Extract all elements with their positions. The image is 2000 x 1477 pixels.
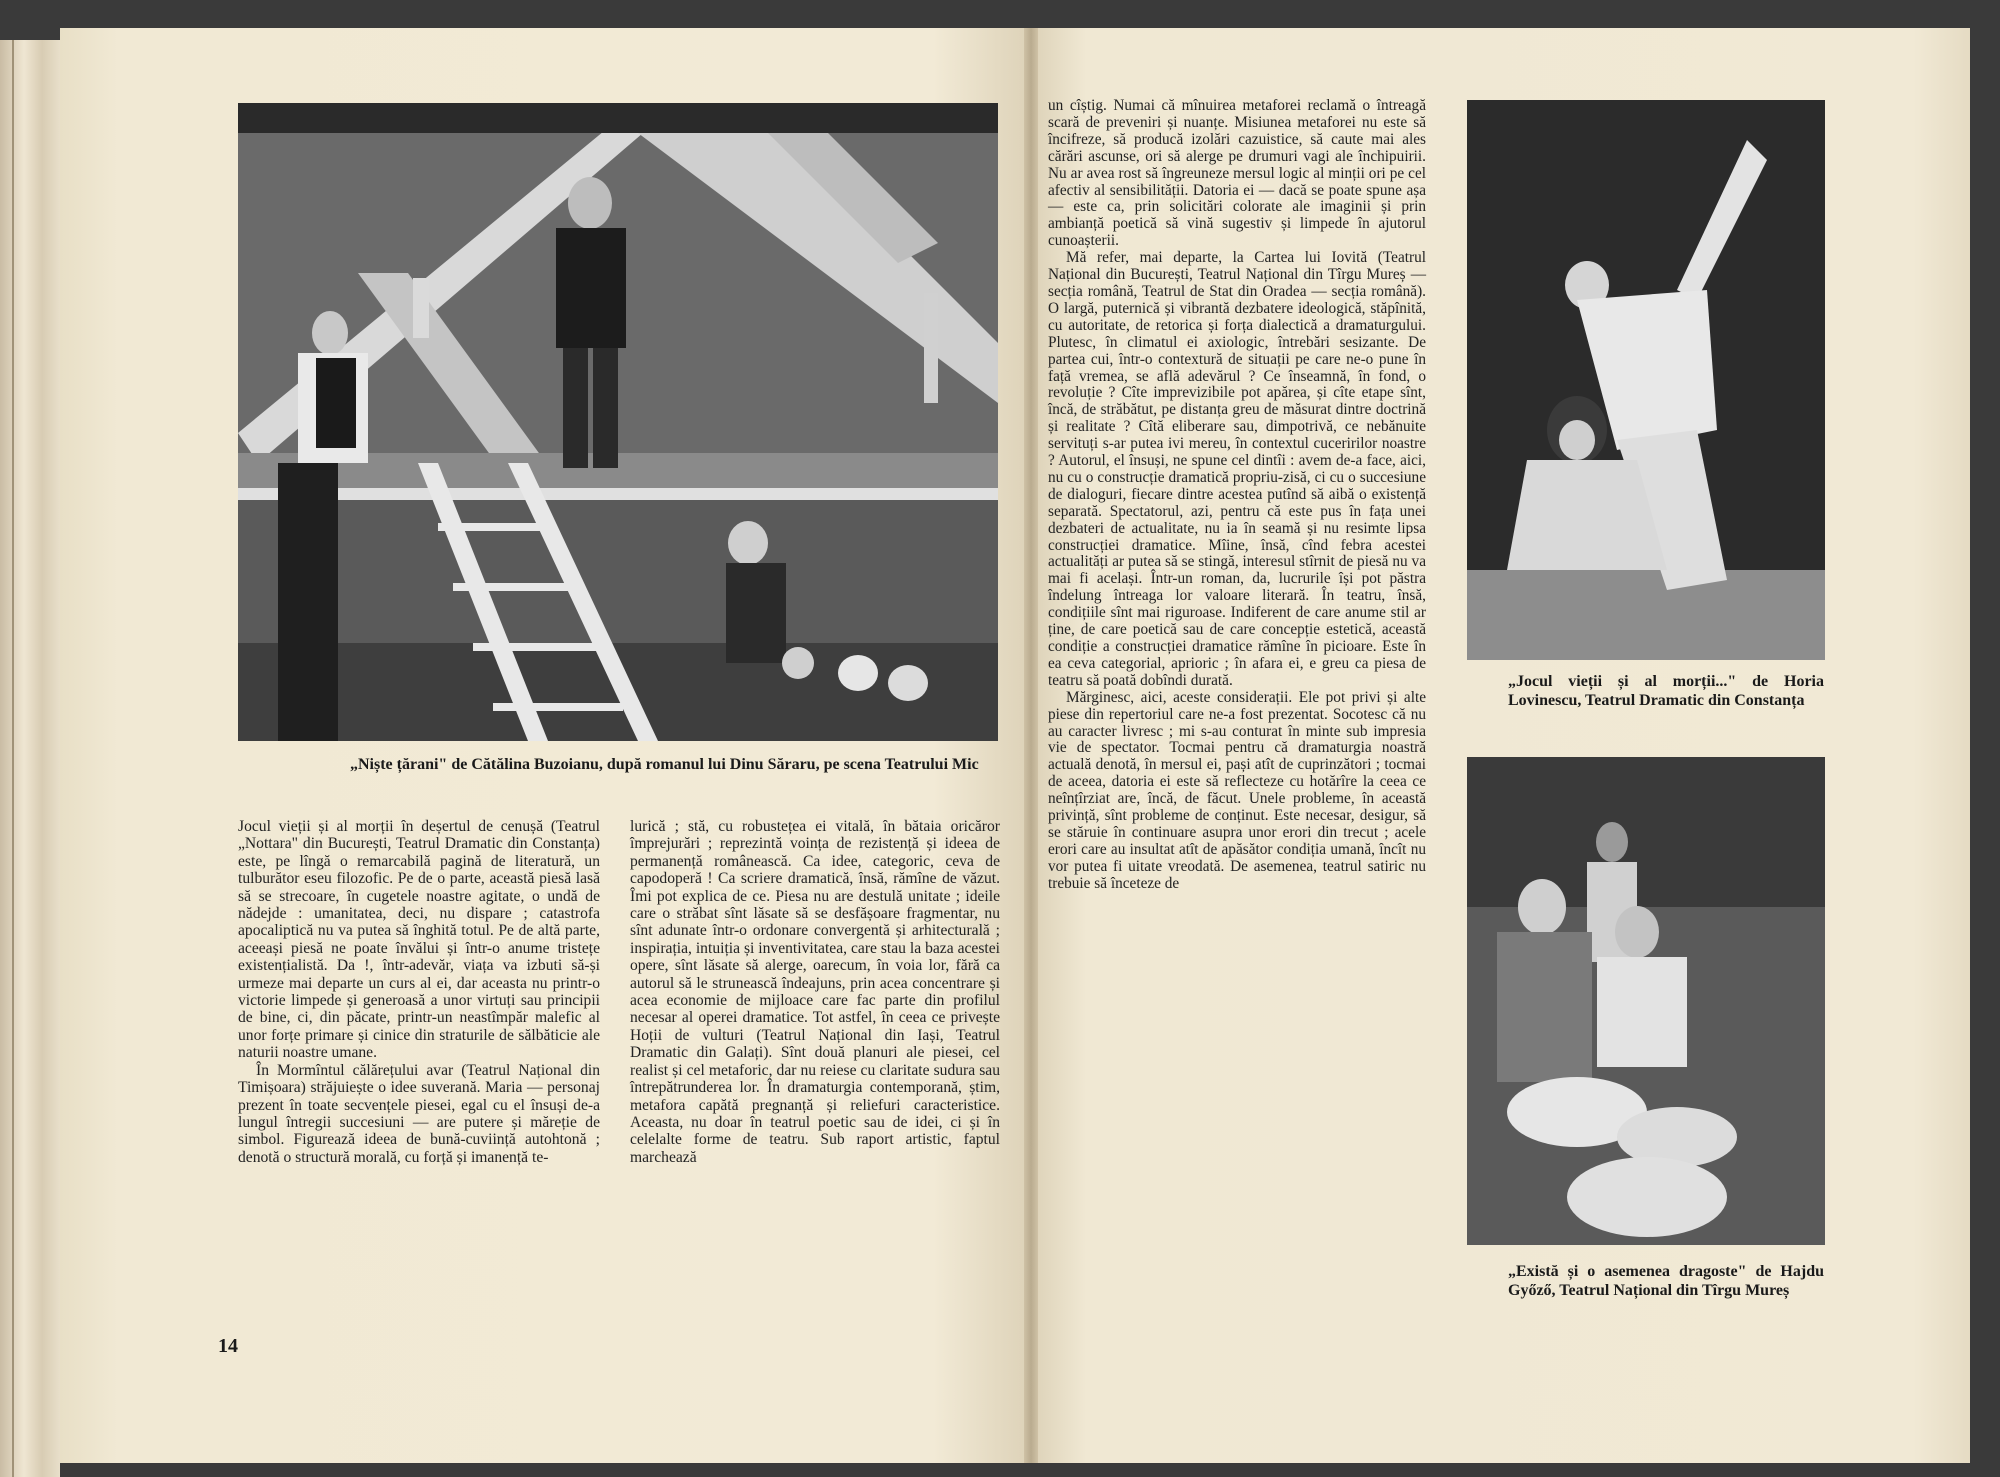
paragraph: Mărginesc, aici, aceste considerații. Ele pot privi și alte piese din repertoriul care ne-a fost prezentat. Socotesc că nu au caracter livresc ; mi s-au conturat în minte sub impresia vie de spectator. Tocmai pentru că dramaturgia noastră actuală denotă, în mersul ei, pași atît de cuprinzători ; tocmai de aceea, datoria ei este să reflecteze cu hotărîre la ceea ce neînțîrziat are, încă, de făcut. Unele probleme, în această privință, sînt probleme de conținut. Este necesar, desigur, să se stăruie în continuare asupra unor erori din trecut ; acele erori care au insultat atît de apăsător condiția umană, încît nu vor putea fi uitate vreodată. De asemenea, teatrul satiric nu trebuie să înceteze de bbox=[1048, 688, 1426, 892]
right-column-text bbox=[1048, 98, 1426, 893]
paragraph: lurică ; stă, cu robustețea ei vitală, în bătaia oricăror împrejurări ; reprezintă voința de rezistență și ideea de permanență românească. Ca idee, categoric, ceva de capodoperă ! Ca scriere dramatică, însă, rămîne de văzut. Îmi pot explica de ce. Piesa nu are destulă unitate ; ideile care o străbat sînt lăsate să se desfășoare fragmentar, nu sînt adunate într-o ordonare convergentă și arhitecturală ; inspirația, intuiția și inventivitatea, care stau la baza acestei opere, sînt lăsate să alerge, oarecum, în voia lor, fără ca autorul să le strunească îndeajuns, prin acea concentrare și acea economie de mijloace care fac parte din profilul necesar al operei dramatice. Tot astfel, în ceea ce privește Hoții de vulturi (Teatrul Național din Iași, Teatrul Dramatic din Galați). Sînt două planuri ale piesei, cel realist și cel metaforic, dar nu reiese cu claritate sudura sau întrepătrunderea lor. În dramaturgia contemporană, știm, metafora capătă pregnanță și reliefuri caracteristice. Aceasta, nu doar în teatrul poetic sau de idei, ci și în celelalte forme de teatru. Sub raport artistic, faptul marchează bbox=[630, 818, 1000, 1166]
photo-niste-tarani bbox=[238, 103, 998, 741]
paragraph: un cîștig. Numai că mînuirea metaforei reclamă o întreagă scară de preveniri și nuanțe. Misiunea metaforei nu este să încifreze, să producă izolări cazuistice, să caute mai ales cărări ascunse, ori să alerge pe drumuri vagi ale închipuirii. Nu ar avea rost să îngreuneze mersul logic al minții ori pe cel afectiv al sensibilității. Datoria ei — dacă se poate spune așa — este ca, prin solicitări colorate ale imaginii și prin ambianță poetică să vină sugestiv și limpede în ajutorul cunoașterii. bbox=[1048, 97, 1426, 250]
photo-caption-left: „Niște țărani" de Cătălina Buzoianu, după romanul lui Dinu Săraru, pe scena Teatrului Mic bbox=[350, 756, 979, 773]
book-gutter bbox=[1024, 28, 1038, 1463]
photo-caption-right-top: „Jocul vieții și al morții..." de Horia Lovinescu, Teatrul Dramatic din Constanța bbox=[1508, 673, 1824, 709]
paragraph: Jocul vieții și al morții în deșertul de cenușă (Teatrul „Nottara" din București, Teatrul Dramatic din Constanța) este, pe lîngă o remarcabilă pagină de literatură, un tulburător eseu filozofic. Pe de o parte, această piesă lasă să se strecoare, în cugetele noastre agitate, o undă de nădejde : umanitatea, deci, nu dispare ; catastrofa apocaliptică nu va putea să înghită totul. Pe de altă parte, aceeași piesă ne poate învălui și într-o anume tristețe existențialistă. Da !, într-adevăr, viața va izbuti să-și urmeze mai departe un curs al ei, dar aceasta nu printr-o victorie limpede și generoasă a unor virtuți sau principii de bine, ci, din păcate, printr-un neastîmpăr malefic al unor forțe primare și cinice din straturile de sălbăticie ale naturii noastre umane. bbox=[238, 818, 600, 1062]
photo-jocul-vietii bbox=[1467, 100, 1825, 660]
photo-exista-si bbox=[1467, 757, 1825, 1245]
book-binding bbox=[0, 40, 60, 1477]
page-number: 14 bbox=[218, 1335, 238, 1357]
photo-caption-right-bottom: „Există și o asemenea dragoste" de Hajdu Győző, Teatrul Național din Tîrgu Mureș bbox=[1508, 1263, 1824, 1299]
paragraph: Mă refer, mai departe, la Cartea lui Iovită (Teatrul Național din București, Teatrul Național din Tîrgu Mureș — secția română, Teatrul de Stat din Oradea — secția română). O largă, puternică și vibrantă dezbatere ideologică, stăpînită, cu autoritate, de retorica și forța dialectică a dramaturgului. Plutesc, în climatul ei axiologic, întrebări sesizante. De partea cui, într-o contextură de situații pe care ne-o pune în față vremea, se află adevărul ? Ce înseamnă, în fond, o revoluție ? Cîte imprevizibile pot apărea, și cîte etape sînt, încă, de străbătut, pe distanța greu de măsurat dintre doctrină și realitate ? Cîtă eliberare sau, dimpotrivă, ce nebănuite servituți s-ar putea ivi mereu, în contextul cuceririlor noastre ? Autorul, el însuși, ne spune cel dintîi : avem de-a face, aici, nu cu o construcție dramatică propriu-zisă, ci cu o succesiune de dialoguri, fiecare dintre acestea putînd să aibă o existență separată. Spectatorul, azi, pentru că este pus în fața unei dezbateri de actualitate, nu ia în seamă și nu resimte lipsa construcției dramatice. Mîine, însă, cînd febra acestei actualități ar putea să se stingă, interesul stîrnit de piesă nu va mai fi același. Într-un roman, da, lucrurile își pot păstra îndelung întreaga lor valoare literară. În teatru, însă, condițiile sînt mai riguroase. Indiferent de care anume stil ar ține, de care poetică sau de care concepție estetică, această condiție a construcției dramatice rămîne în picioare. Este în ea ceva categorial, aprioric ; în afara ei, e greu ca piesa de teatru să poată dobîndi durată. bbox=[1048, 249, 1426, 689]
left-column-1 bbox=[238, 818, 600, 1166]
left-column-2 bbox=[630, 818, 1000, 1166]
paragraph: În Mormîntul călărețului avar (Teatrul Național din Timișoara) străjuiește o idee suverană. Maria — personaj prezent în toate secvențele piesei, egal cu el însuși de-a lungul întregii succesiuni — are putere și măreție de simbol. Figurează ideea de bună-cuviință autohtonă ; denotă o structură morală, cu forță și imanență te- bbox=[238, 1061, 600, 1166]
